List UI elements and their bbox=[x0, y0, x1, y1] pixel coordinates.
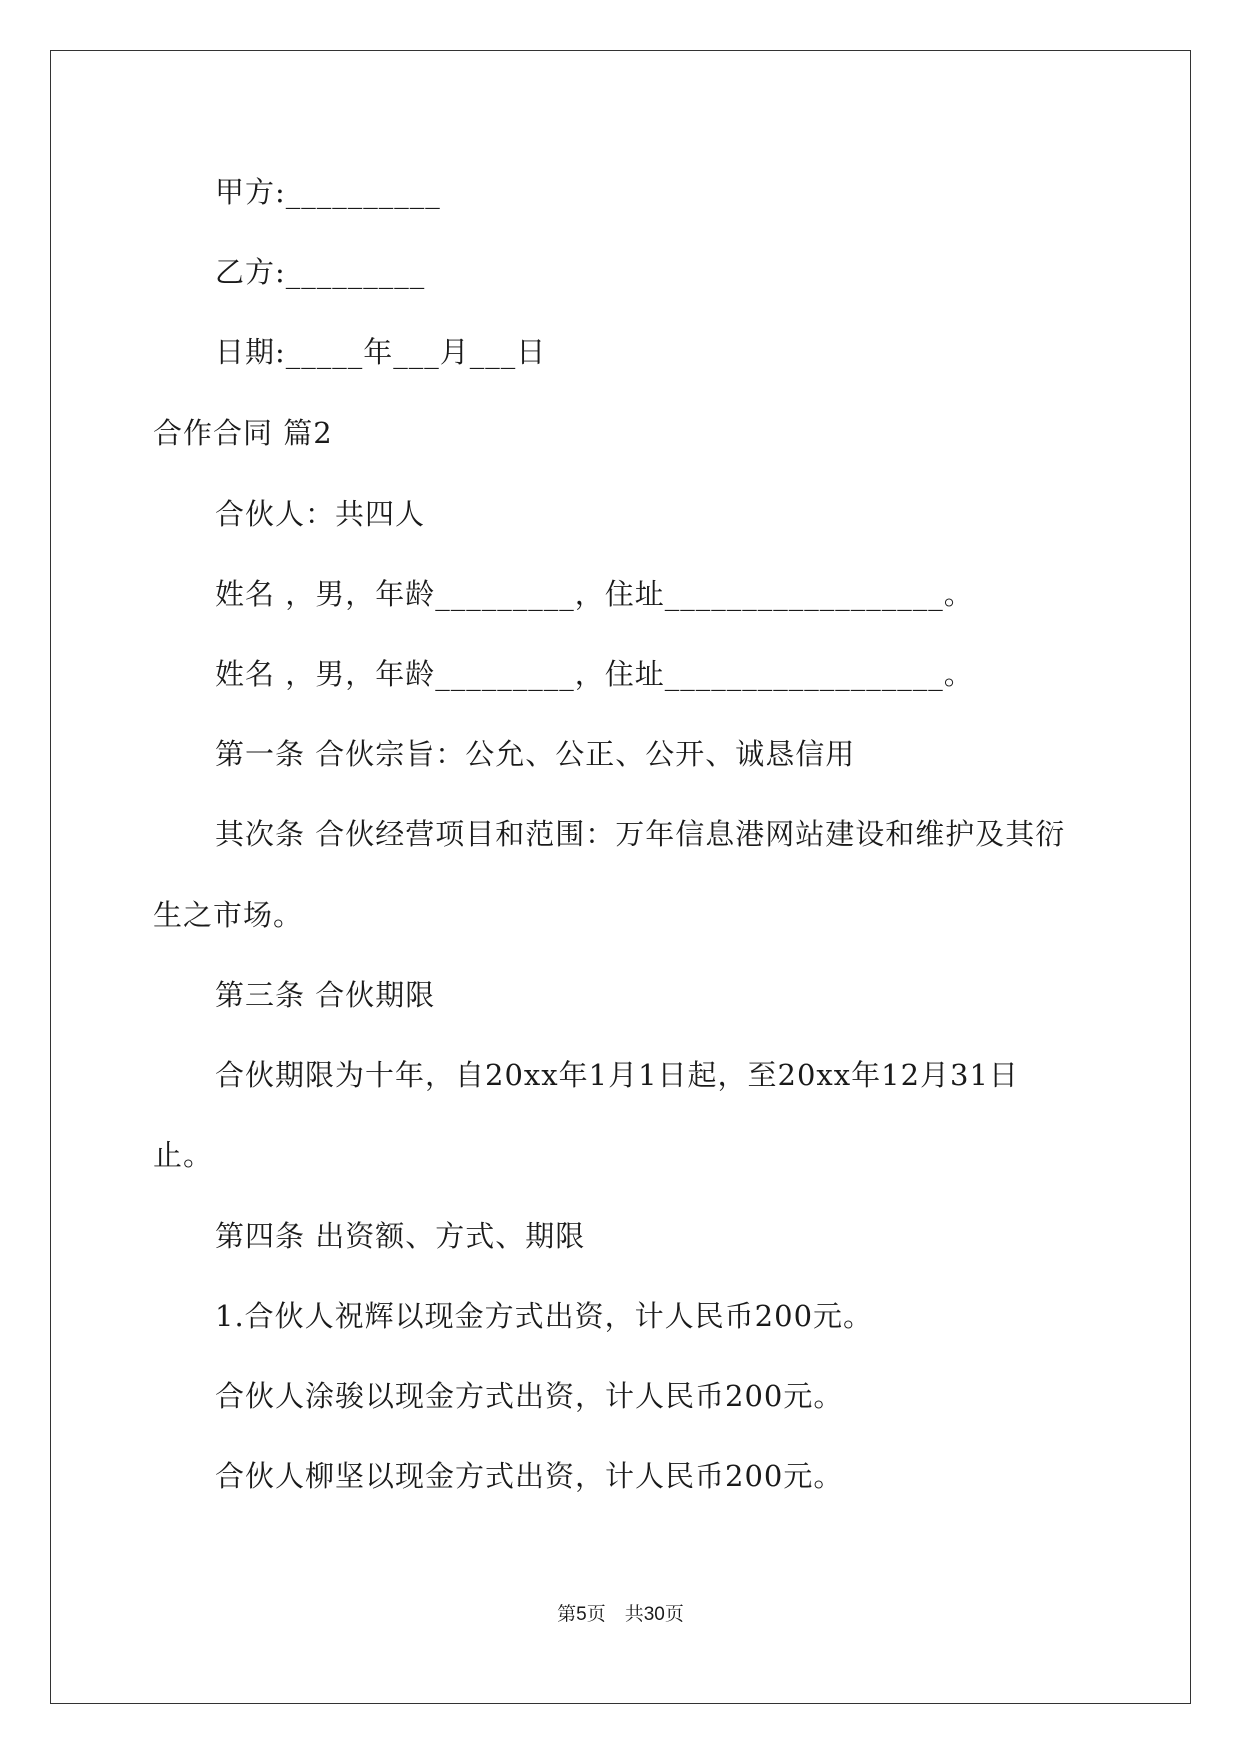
article-4: 第四条 出资额、方式、期限 bbox=[215, 1219, 586, 1253]
article-1: 第一条 合伙宗旨：公允、公正、公开、诚恳信用 bbox=[215, 737, 856, 771]
date-line: 日期:_____年___月___日 bbox=[215, 335, 547, 369]
party-a-line: 甲方:__________ bbox=[215, 175, 441, 209]
partner-info-2: 姓名 ，男，年龄_________，住址__________________。 bbox=[215, 657, 974, 691]
partner-info-1: 姓名 ，男，年龄_________，住址__________________。 bbox=[215, 577, 974, 611]
footer-prefix: 第 bbox=[557, 1603, 577, 1625]
footer-suffix: 页 bbox=[664, 1603, 684, 1625]
contribution-1: 1.合伙人祝辉以现金方式出资，计人民币200元。 bbox=[215, 1299, 874, 1333]
article-3-term-continued: 止。 bbox=[153, 1138, 214, 1172]
contribution-2: 合伙人涂骏以现金方式出资，计人民币200元。 bbox=[215, 1379, 844, 1413]
section-title: 合作合同 篇2 bbox=[153, 416, 333, 450]
article-2: 其次条 合伙经营项目和范围：万年信息港网站建设和维护及其衍 bbox=[215, 817, 1066, 851]
footer-mid: 页 共 bbox=[586, 1603, 644, 1625]
footer-total-pages: 30 bbox=[643, 1604, 665, 1625]
article-3-term: 合伙期限为十年，自20xx年1月1日起，至20xx年12月31日 bbox=[215, 1058, 1019, 1092]
contribution-3: 合伙人柳坚以现金方式出资，计人民币200元。 bbox=[215, 1459, 844, 1493]
party-b-line: 乙方:_________ bbox=[215, 255, 426, 289]
partners-count: 合伙人：共四人 bbox=[215, 497, 426, 531]
footer-page-number: 5 bbox=[576, 1604, 587, 1625]
article-3: 第三条 合伙期限 bbox=[215, 978, 436, 1012]
page-footer bbox=[0, 1602, 1241, 1627]
article-2-continued: 生之市场。 bbox=[153, 898, 304, 932]
